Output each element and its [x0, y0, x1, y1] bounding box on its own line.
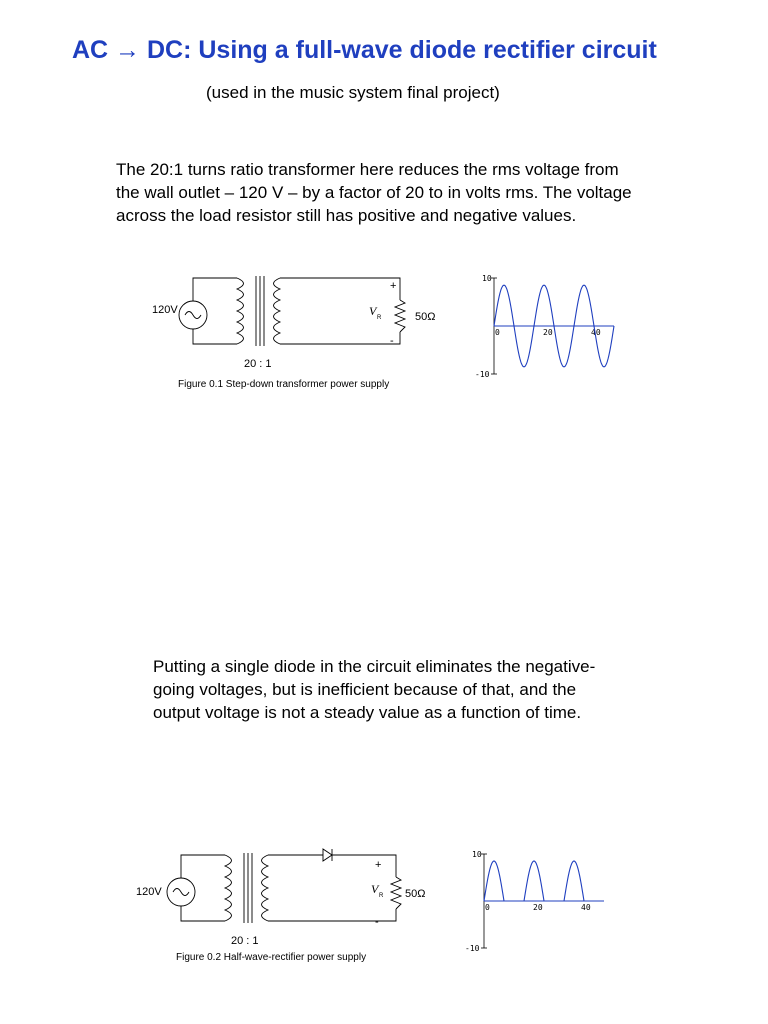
chart-sine-wave — [470, 272, 620, 380]
y-tick-label: 10 — [472, 850, 482, 859]
primary-coil-icon — [237, 278, 244, 344]
ratio-label: 20 : 1 — [244, 358, 272, 370]
paragraph-line: across the load resistor still has positive and negative values. — [116, 206, 577, 225]
wire — [332, 855, 396, 877]
paragraph-line: going voltages, but is inefficient because of that, and the — [153, 680, 577, 699]
wire — [181, 855, 225, 878]
figure2-circuit — [125, 845, 445, 970]
chart-half-wave — [460, 848, 610, 956]
wire — [181, 906, 225, 921]
x-tick-label: 20 — [533, 903, 543, 912]
wire — [280, 332, 400, 344]
x-tick-label: 0 — [485, 903, 490, 912]
y-tick-label: -10 — [465, 944, 480, 953]
paragraph-transformer — [116, 158, 632, 227]
figure-caption: Figure 0.1 Step-down transformer power supply — [178, 379, 390, 390]
sine-glyph-icon — [185, 312, 201, 319]
paragraph-single-diode — [153, 655, 595, 724]
plus-label: + — [375, 859, 382, 871]
paragraph-line: output voltage is not a steady value as a function of time. — [153, 703, 582, 722]
voltage-subscript: R — [379, 893, 384, 899]
ratio-label: 20 : 1 — [231, 935, 259, 947]
diode-icon — [323, 849, 332, 861]
series-line — [484, 861, 604, 901]
resistor-icon — [395, 300, 405, 332]
page-subtitle: (used in the music system final project) — [206, 83, 500, 102]
figure1-circuit — [140, 270, 460, 395]
minus-label: - — [390, 335, 394, 347]
paragraph-line: the wall outlet – 120 V – by a factor of 20 to in volts rms. The voltage — [116, 183, 632, 202]
secondary-coil-icon — [262, 855, 269, 921]
primary-coil-icon — [225, 855, 232, 921]
page-title: AC → DC: Using a full-wave diode rectifier circuit — [72, 36, 657, 64]
sine-glyph-icon — [173, 889, 189, 896]
voltage-symbol: V — [369, 304, 377, 318]
y-tick-label: 10 — [482, 274, 492, 283]
y-tick-label: -10 — [475, 370, 490, 379]
x-tick-label: 20 — [543, 328, 553, 337]
voltage-subscript: R — [377, 315, 382, 321]
voltage-symbol: V — [371, 882, 379, 896]
plus-label: + — [390, 280, 397, 292]
paragraph-line: Putting a single diode in the circuit eliminates the negative- — [153, 657, 596, 676]
wire — [193, 278, 237, 301]
resistor-label: 50Ω — [415, 311, 436, 323]
x-tick-label: 0 — [495, 328, 500, 337]
resistor-label: 50Ω — [405, 888, 426, 900]
source-label: 120V — [152, 304, 178, 316]
resistor-icon — [391, 877, 401, 909]
figure-caption: Figure 0.2 Half-wave-rectifier power supply — [176, 952, 367, 963]
source-label: 120V — [136, 886, 162, 898]
x-tick-label: 40 — [591, 328, 601, 337]
wire — [193, 329, 237, 344]
x-tick-label: 40 — [581, 903, 591, 912]
paragraph-line: The 20:1 turns ratio transformer here reduces the rms voltage from — [116, 160, 619, 179]
minus-label: - — [375, 916, 379, 928]
secondary-coil-icon — [274, 278, 281, 344]
wire — [280, 278, 400, 300]
